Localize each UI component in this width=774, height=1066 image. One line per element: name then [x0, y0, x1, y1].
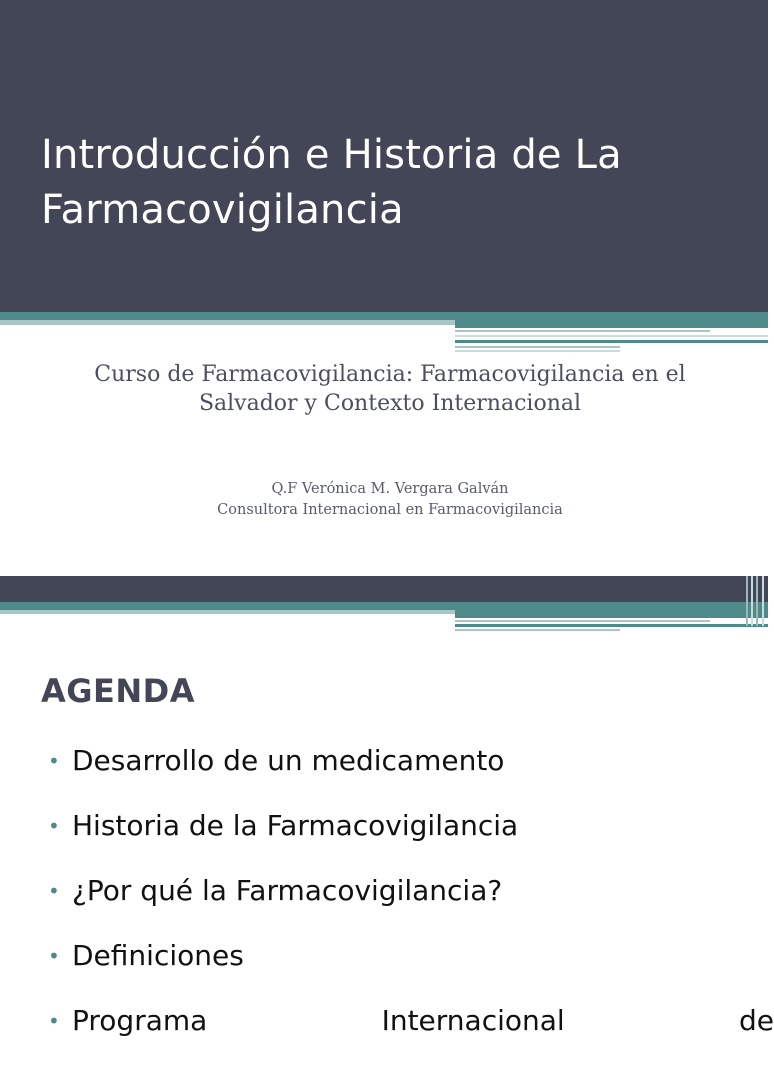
bullet-icon: • — [48, 749, 60, 773]
agenda-item-text: ¿Por qué la Farmacovigilancia? — [72, 874, 503, 907]
title-line-1: Introducción e Historia de La — [41, 132, 622, 178]
author-block — [40, 479, 740, 521]
subtitle-line-2: Salvador y Contexto Internacional — [198, 391, 582, 416]
agenda-item — [48, 936, 738, 1001]
agenda-item-partial — [48, 1001, 774, 1066]
author-name: Q.F Verónica M. Vergara Galván — [271, 481, 509, 497]
agenda-word: Programa — [72, 1004, 208, 1037]
agenda-item-text: Desarrollo de un medicamento — [72, 744, 505, 777]
presentation-subtitle — [40, 360, 740, 418]
agenda-heading: AGENDA — [41, 672, 195, 710]
bullet-icon: • — [48, 944, 60, 968]
agenda-slide — [0, 576, 774, 1037]
agenda-word: de — [738, 1004, 774, 1037]
agenda-item-text: Definiciones — [72, 939, 244, 972]
title-line-2: Farmacovigilancia — [41, 187, 404, 233]
agenda-item-justified-text — [72, 1001, 774, 1041]
agenda-item — [48, 806, 738, 871]
subtitle-line-1: Curso de Farmacovigilancia: Farmacovigilancia en el — [94, 362, 686, 387]
bullet-icon: • — [48, 814, 60, 838]
author-role: Consultora Internacional en Farmacovigilancia — [217, 502, 563, 518]
bullet-icon: • — [48, 1009, 60, 1033]
agenda-header-band — [0, 576, 768, 602]
bullet-icon: • — [48, 879, 60, 903]
agenda-word: Internacional — [381, 1004, 565, 1037]
agenda-item — [48, 871, 738, 936]
agenda-item-text: Historia de la Farmacovigilancia — [72, 809, 519, 842]
agenda-item — [48, 741, 738, 806]
presentation-title — [41, 128, 741, 238]
agenda-list — [48, 741, 774, 1066]
